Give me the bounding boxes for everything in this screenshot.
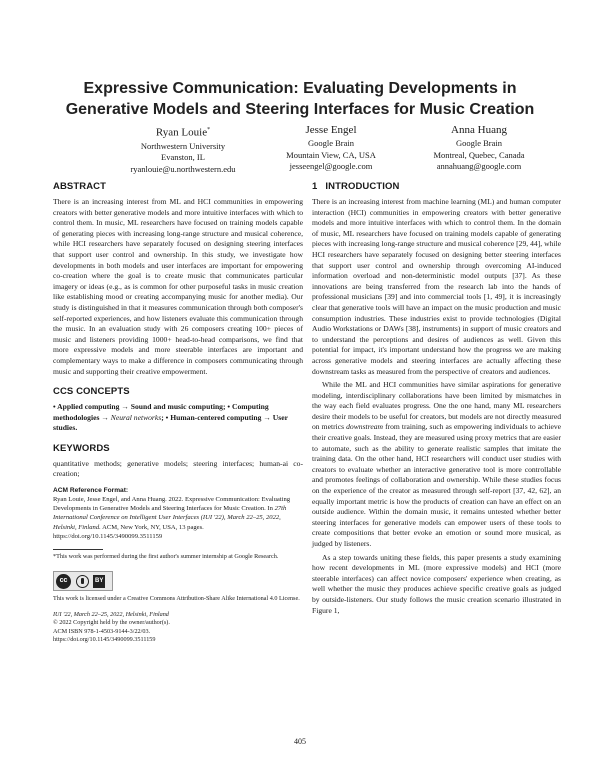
author-email[interactable]: jesseengel@google.com [289,161,373,171]
isbn-line: ACM ISBN 978-1-4503-9144-3/22/03. [53,627,151,635]
abstract-text: There is an increasing interest from ML and HCI communities in empowering creators with better generative models and more intuitive interfaces with which to control them. In music, ML researchers have focused on training models capable of generating pieces with increasing long-range structure and musical coherence, while HCI researchers have separately focused on designing steering interfaces that support user control and ownership. In this study, we investigate how developments in both models and user interfaces are important for empowering co-creation where the goal is to create music that communicates particular imagery or ideas (e.g., as is common for other purposeful tasks in music creation like establishing mood or creating accompanying music for another media). Our study is distinguished in that it measures communication through both composer's self-reported experiences, and how listeners evaluate this communication through the music. In an evaluation study with 26 composers creating 100+ pieces of music and listeners providing 1000+ head-to-head comparisons, we find that more expressive models and more steerable interfaces are important and complementary ways to make a difference in composers communicating through music and supporting their creative empowerment. [53,197,303,376]
intro-paragraph-3: As a step towards uniting these fields, this paper presents a study examining how recent developments in ML (more expressive models) and HCI (more steerable interfaces) can affect novice composers' experience when creating, as well whether the music they produces achieve specific creative goals as judged by outside-listeners. Our study follows the music creation scenario illustrated in Figure 1, [312,552,561,615]
cc-icon: cc [56,574,71,589]
conference-line: IUI '22, March 22–25, 2022, Helsinki, Finland [53,610,169,618]
footnote: *This work was performed during the first author's summer internship at Google Research. [53,553,279,561]
section-number: 1 [312,181,318,192]
author-location: Montreal, Quebec, Canada [433,149,525,160]
license-text: This work is licensed under a Creative Commons Attribution-Share Alike International 4.0 License. [53,595,300,603]
author-name: Ryan Louie [155,126,208,139]
page-number: 405 [294,737,306,746]
doi-link[interactable]: https://doi.org/10.1145/3490099.3511159 [53,636,156,644]
creative-commons-badge[interactable] [53,571,113,591]
keywords-text: quantitative methods; generative models; steering interfaces; human-ai co-creation; [53,458,303,479]
by-label: BY [93,575,105,588]
intro-paragraph-2: While the ML and HCI communities have similar aspirations for generative modeling, interdisciplinary collaborations have been limited by mismatches in the way each field evaluates progress. One the one hand, many ML researchers desire their models to be useful for creators, but models are not directly measured on metrics downstream from training, such as empowering individuals to achieve their creative goals. Instead, they are measured using proxy metrics that are easier to automate, such as the ability to generate realistic samples that imitate the training data. On the other hand, HCI researchers will conduct user studies with creators to evaluate whether an interactive generative tool is more controllable and promotes feelings of collaboration and ownership. While these studies focus on the experience of the creator as measured through self-report [37, 42, 62], an equally important metric is how the products of creation can have an effect on an outside audience. Within the domain music, it remains untested whether better steering interfaces for generative models can empower users of these tools to create compositions that better evoke an emotion or sound more musical, as judged by listeners. [312,380,561,548]
ccs-italic: Neural networks [110,412,162,422]
abstract-heading: ABSTRACT [53,181,107,192]
author-affiliation: Google Brain [307,138,355,148]
introduction-heading: 1 INTRODUCTION [312,181,400,192]
ccs-part-1: • Applied computing → Sound and music computing; • Computing methodologies → [53,402,269,422]
author-location: Evanston, IL [161,152,205,163]
author-location: Mountain View, CA, USA [286,149,376,160]
author-affiliation: Google Brain [455,138,503,148]
acm-reference-heading: ACM Reference Format: [53,487,129,495]
author-3 [389,124,569,173]
author-email[interactable]: ryanlouie@u.northwestern.edu [130,163,236,174]
ccs-text [53,402,303,434]
ccs-part-2: ; • Human-centered computing → User studies. [53,412,288,433]
right-column [312,181,561,616]
ccs-heading: CCS CONCEPTS [53,386,130,398]
author-affiliation: Northwestern University [140,140,226,151]
acm-reference-text: Ryan Louie, Jesse Engel, and Anna Huang. 2022. Expressive Communication: Evaluating Developments in Generative Models and Steering Interfaces for Music Creation. In 27th International Conference on Intelligent User Interfaces (IUI '22), March 22–25, 2022, Helsinki, Finland. ACM, New York, NY, USA, 13 pages. https://doi.org/10.1145/3490099.3511159 [53,496,291,540]
keywords-heading: KEYWORDS [53,442,110,454]
license-block [53,571,303,591]
conference-info [53,611,303,645]
footnote-rule [53,549,103,550]
title-line-2: Generative Models and Steering Interfaces for Music Creation [65,101,535,118]
author-name: Anna Huang [451,124,507,136]
author-name: Jesse Engel [305,124,357,136]
author-email[interactable]: annahuang@google.com [436,161,522,171]
copyright-line: © 2022 Copyright held by the owner/author(s). [53,619,170,627]
person-icon [76,575,89,588]
paper-title [40,78,560,120]
left-column [53,181,303,645]
title-line-1: Expressive Communication: Evaluating Developments in [83,80,517,97]
intro-paragraph-1: There is an increasing interest from machine learning (ML) and human computer interaction (HCI) communities in empowering creators with better generative models and more intuitive interfaces with which to control them. In the domain of music, ML researchers have focused on training models capable of generating pieces with increasing long-range structure and musical coherence [29, 44], while HCI researchers have separately focused on designing better steering interfaces that support user control and ownership through overcoming AI-induced information overload and non-deterministic model outputs [37]. As these innovations are being transferred from the research lab into the hands of professional musicians [39] and into commercial tools [1, 49], it is increasingly clear that generative tools will have an impact on the music production and music consumption industries. These industries exist to provide technologies (Digital Audio Workstations or DAWs [38], instruments) in support of music creators and to understand the perceptions and desires of audiences as well. Given this potential for impact, it's important understand how the progress we are making across generative models and steering interfaces are actually affecting these downstream tasks as measured from the perspective of creators and audiences. [312,197,561,376]
author-mark: * [207,127,211,133]
acm-reference-venue: 27th International Conference on Intelligent User Interfaces (IUI '22), March 22–25, 2022, Helsinki, Finland. [53,505,287,531]
